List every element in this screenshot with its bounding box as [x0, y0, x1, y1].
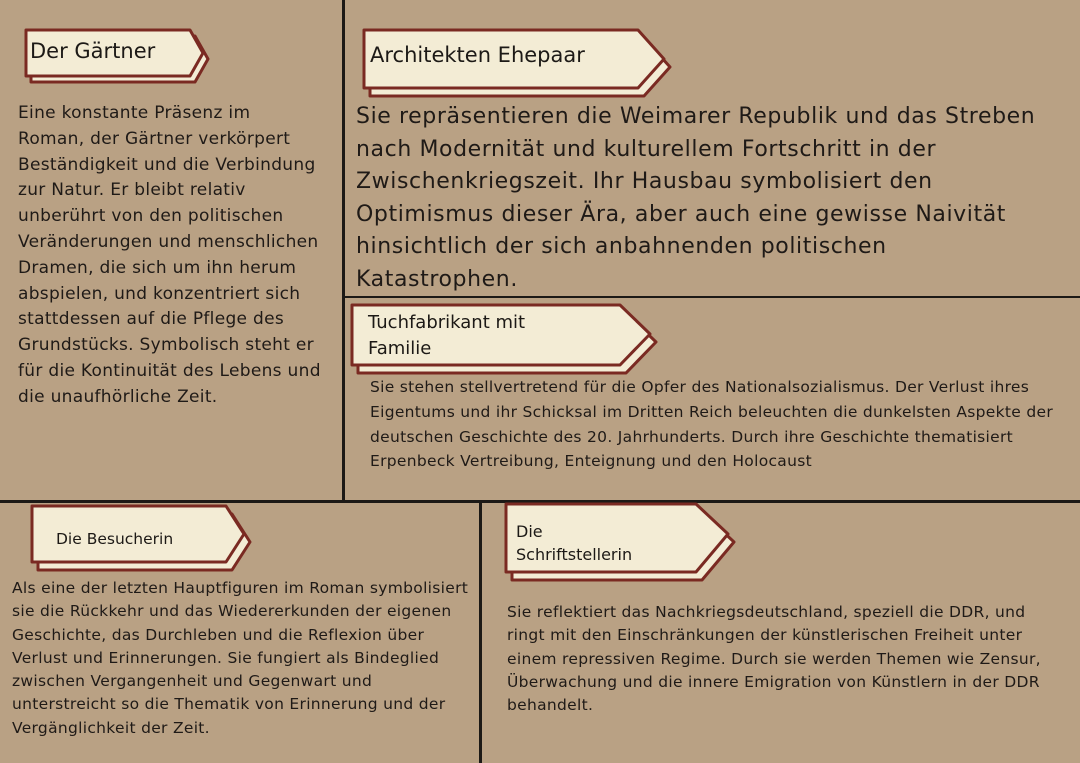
card-title-tuchfabrikant-line2: Familie	[368, 338, 432, 359]
card-title-architekten: Architekten Ehepaar	[370, 43, 585, 67]
divider-vertical-top	[342, 0, 345, 502]
sign-schriftstellerin	[504, 502, 736, 582]
card-title-tuchfabrikant-line1: Tuchfabrikant mit	[368, 312, 526, 333]
card-title-schriftstellerin-line1: Die	[516, 522, 543, 541]
sign-architekten	[362, 28, 672, 98]
card-text-architekten: Sie repräsentieren die Weimarer Republik und das Streben nach Modernität und kulturellem Fortschritt in der Zwischenkriegszeit. Ihr Hausbau symbolisiert den Optimismus dieser Ära, aber auch eine gewisse Naivität hinsichtlich der sich anbahnenden politischen Katastrophen.	[356, 104, 1036, 292]
sign-tuchfabrikant	[350, 303, 660, 375]
card-title-gaertner: Der Gärtner	[30, 39, 156, 63]
card-title-besucherin: Die Besucherin	[56, 530, 174, 548]
card-text-tuchfabrikant: Sie stehen stellvertretend für die Opfer des Nationalsozialismus. Der Verlust ihres Eigentums und ihr Schicksal im Dritten Reich beleuchten die dunkelsten Aspekte der deutschen Geschichte des 20. Jahrhunderts. Durch ihre Geschichte thematisiert Erpenbeck Vertreibung, Enteignung und den Holocaust	[370, 378, 1053, 471]
card-text-besucherin: Als eine der letzten Hauptfiguren im Roman symbolisiert sie die Rückkehr und das Wiedererkunden der eigenen Geschichte, das Durchleben und die Reflexion über Verlust und Erinnerungen. Sie fungiert als Bindeglied zwischen Vergangenheit und Gegenwart und unterstreicht so die Thematik von Erinnerung und der Vergänglichkeit der Zeit.	[12, 579, 469, 737]
sign-gaertner	[24, 28, 208, 84]
card-text-schriftstellerin: Sie reflektiert das Nachkriegsdeutschland, speziell die DDR, und ringt mit den Einschränkungen der künstlerischen Freiheit unter einem repressiven Regime. Durch sie werden Themen wie Zensur, Überwachung und die innere Emigration von Künstlern in der DDR behandelt.	[507, 603, 1041, 715]
sign-besucherin	[30, 504, 252, 574]
divider-vertical-bottom	[479, 501, 482, 763]
card-title-schriftstellerin-line2: Schriftstellerin	[516, 545, 633, 564]
card-text-gaertner: Eine konstante Präsenz im Roman, der Gärtner verkörpert Beständigkeit und die Verbindung zur Natur. Er bleibt relativ unberührt von den politischen Veränderungen und menschlichen Dramen, die sich um ihn herum abspielen, und konzentriert sich stattdessen auf die Pflege des Grundstücks. Symbolisch steht er für die Kontinuität des Lebens und die unaufhörliche Zeit.	[18, 103, 321, 407]
